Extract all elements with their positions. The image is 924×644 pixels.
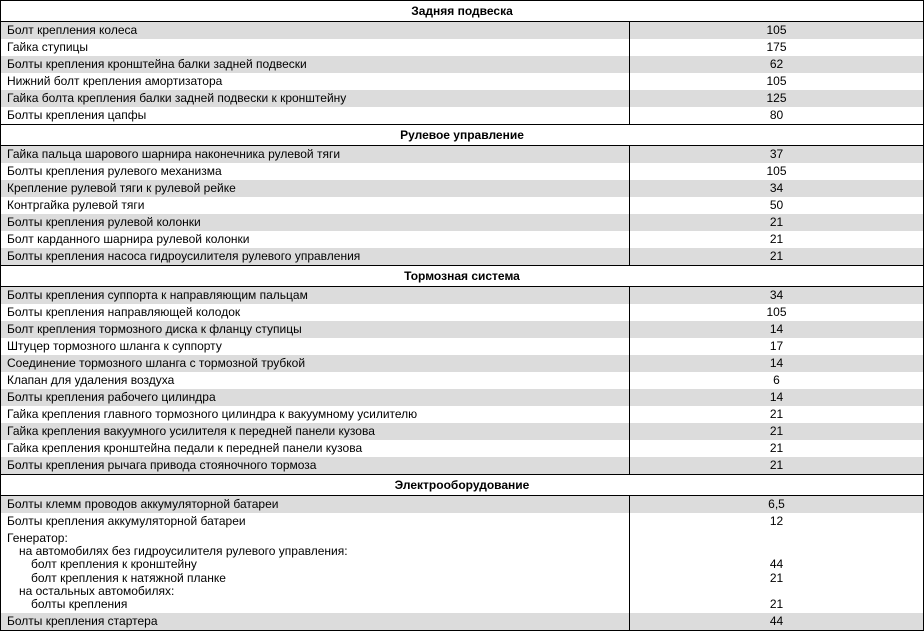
row-value: 14	[629, 355, 923, 372]
table-row	[1, 304, 923, 321]
table-row	[1, 423, 923, 440]
row-value: 44	[629, 613, 923, 630]
table-row	[1, 457, 923, 474]
section-title-steering: Рулевое управление	[1, 124, 923, 146]
table-row	[1, 355, 923, 372]
row-value: 105	[629, 304, 923, 321]
section-title-rear-suspension: Задняя подвеска	[1, 1, 923, 22]
row-name: Гайка ступицы	[7, 40, 89, 54]
table-row	[1, 389, 923, 406]
row-name: Болт карданного шарнира рулевой колонки	[7, 232, 250, 246]
generator-sub1-item1-value: 44	[769, 557, 784, 572]
row-value: 21	[629, 457, 923, 474]
row-name: Болты крепления насоса гидроусилителя рулевого управления	[7, 249, 361, 263]
table-row	[1, 496, 923, 513]
row-value: 105	[629, 22, 923, 39]
table-row	[1, 39, 923, 56]
row-name: Клапан для удаления воздуха	[7, 373, 175, 387]
row-value: 14	[629, 321, 923, 338]
generator-sub2: на остальных автомобилях:	[19, 583, 175, 598]
row-value: 21	[629, 231, 923, 248]
table-row	[1, 197, 923, 214]
row-name: Болты крепления аккумуляторной батареи	[7, 514, 246, 528]
generator-sub1: на автомобилях без гидроусилителя рулевого управления:	[19, 544, 348, 559]
row-name: Болты крепления рулевого механизма	[7, 164, 222, 178]
row-name: Контргайка рулевой тяги	[7, 198, 145, 212]
row-value: 125	[629, 90, 923, 107]
generator-values	[629, 530, 923, 613]
generator-sub1-item1: болт крепления к кронштейну	[31, 557, 197, 572]
row-name: Болты крепления направляющей колодок	[7, 305, 241, 319]
table-row	[1, 231, 923, 248]
row-value: 14	[629, 389, 923, 406]
row-value: 21	[629, 440, 923, 457]
row-value: 6,5	[629, 496, 923, 513]
generator-names	[1, 530, 629, 613]
generator-label: Генератор:	[7, 531, 68, 545]
row-name: Болты крепления стартера	[7, 614, 158, 629]
row-value: 17	[629, 338, 923, 355]
row-name: Болты крепления рабочего цилиндра	[7, 390, 216, 404]
row-value: 62	[629, 56, 923, 73]
row-name: Болты крепления рычага привода стояночного тормоза	[7, 458, 317, 472]
generator-block	[1, 530, 923, 613]
table-row	[1, 214, 923, 231]
generator-sub2-item1-value: 21	[769, 596, 784, 611]
row-value: 21	[629, 406, 923, 423]
row-name: Нижний болт крепления амортизатора	[7, 74, 223, 88]
row-name: Болт крепления колеса	[7, 23, 138, 37]
row-name: Гайка крепления главного тормозного цилиндра к вакуумному усилителю	[7, 407, 418, 421]
generator-sub1-item2-value: 21	[769, 570, 784, 585]
table-row	[1, 248, 923, 265]
row-name: Болты крепления цапфы	[7, 108, 147, 122]
generator-sub1-item2: болт крепления к натяжной планке	[31, 570, 226, 585]
row-value: 21	[629, 248, 923, 265]
row-name: Болты крепления рулевой колонки	[7, 215, 201, 229]
table-row	[1, 180, 923, 197]
row-value: 105	[629, 73, 923, 90]
table-row	[1, 287, 923, 304]
row-value: 37	[629, 146, 923, 163]
row-value: 80	[629, 107, 923, 124]
table-row	[1, 22, 923, 39]
row-name: Болты клемм проводов аккумуляторной батареи	[7, 497, 279, 511]
table-row	[1, 56, 923, 73]
section-title-brakes: Тормозная система	[1, 265, 923, 287]
row-name: Крепление рулевой тяги к рулевой рейке	[7, 181, 236, 195]
row-name: Гайка крепления вакуумного усилителя к передней панели кузова	[7, 424, 375, 438]
table-row	[1, 73, 923, 90]
row-value: 34	[629, 180, 923, 197]
table-row	[1, 107, 923, 124]
row-value: 105	[629, 163, 923, 180]
table-row	[1, 440, 923, 457]
row-name: Соединение тормозного шланга с тормозной трубкой	[7, 356, 306, 370]
row-name: Штуцер тормозного шланга к суппорту	[7, 339, 222, 353]
row-name: Болты крепления суппорта к направляющим пальцам	[7, 288, 308, 302]
table-row	[1, 146, 923, 163]
table-row	[1, 406, 923, 423]
generator-sub2-item1: болты крепления	[31, 596, 128, 611]
table-row	[1, 513, 923, 530]
row-value: 175	[629, 39, 923, 56]
row-value: 21	[629, 214, 923, 231]
row-name: Гайка болта крепления балки задней подвески к кронштейну	[7, 91, 347, 105]
row-name: Болты крепления кронштейна балки задней подвески	[7, 57, 307, 71]
table-row	[1, 338, 923, 355]
row-value: 6	[629, 372, 923, 389]
table-row	[1, 163, 923, 180]
row-value: 50	[629, 197, 923, 214]
row-name: Гайка крепления кронштейна педали к передней панели кузова	[7, 441, 363, 455]
row-value: 21	[629, 423, 923, 440]
table-row	[1, 613, 923, 630]
row-value: 12	[629, 513, 923, 530]
table-row	[1, 372, 923, 389]
row-name: Болт крепления тормозного диска к фланцу ступицы	[7, 322, 302, 336]
row-name: Гайка пальца шарового шарнира наконечника рулевой тяги	[7, 147, 341, 161]
section-title-electrical: Электрооборудование	[1, 474, 923, 496]
row-value: 34	[629, 287, 923, 304]
table-row	[1, 90, 923, 107]
table-row	[1, 321, 923, 338]
